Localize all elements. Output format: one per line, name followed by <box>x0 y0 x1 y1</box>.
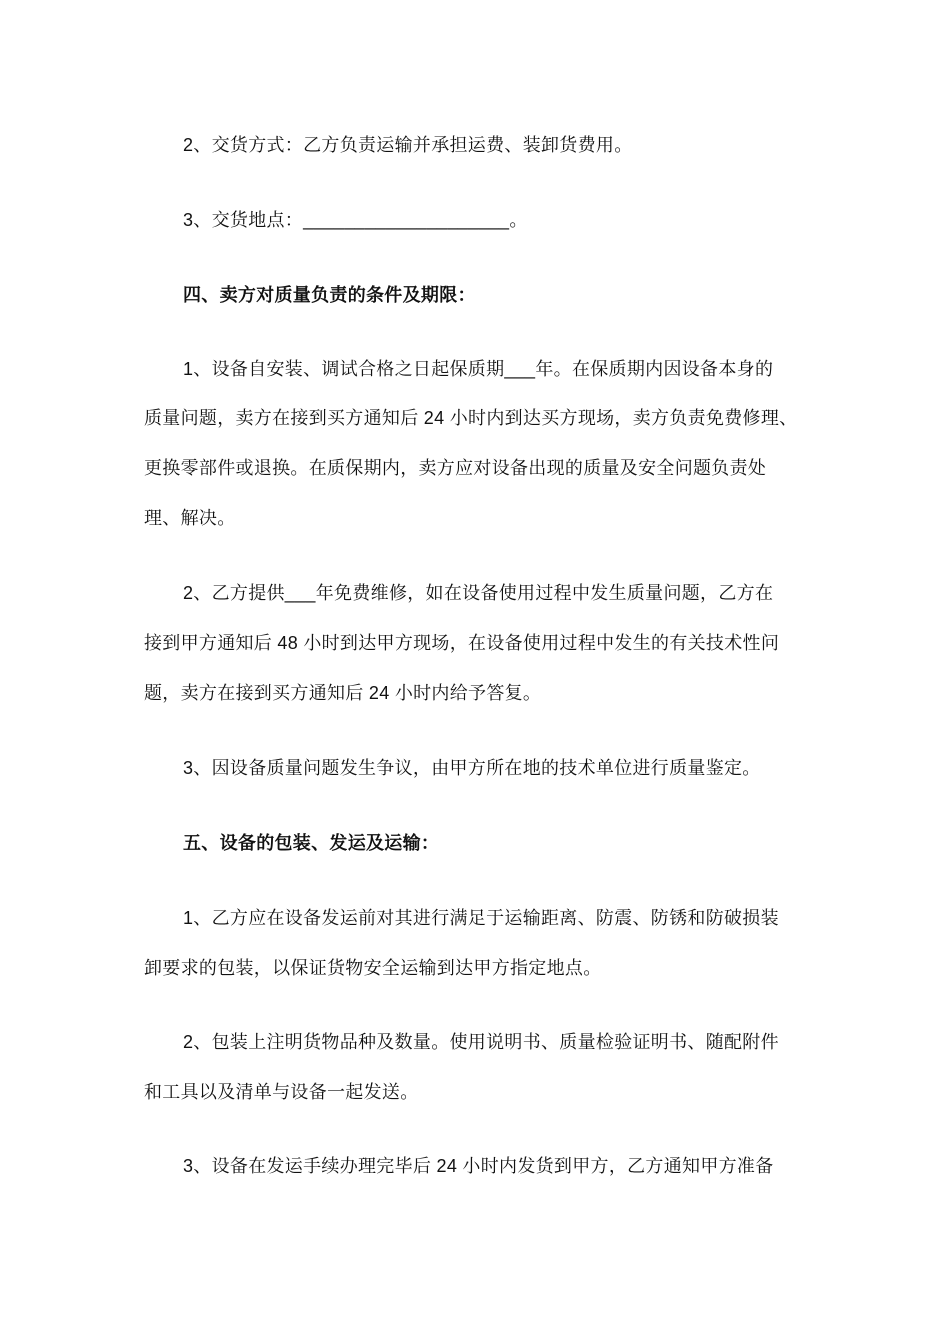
clause-4-1-line-1: 1、设备自安装、调试合格之日起保质期___年。在保质期内因设备本身的 <box>183 359 774 379</box>
section-4-heading: 四、卖方对质量负责的条件及期限： <box>183 285 476 305</box>
clause-3-3-delivery-location: 3、交货地点：____________________。 <box>183 210 528 230</box>
clause-4-3: 3、因设备质量问题发生争议，由甲方所在地的技术单位进行质量鉴定。 <box>183 758 761 778</box>
clause-4-2-line-1: 2、乙方提供___年免费维修，如在设备使用过程中发生质量问题，乙方在 <box>183 583 774 603</box>
section-5-heading: 五、设备的包装、发运及运输： <box>183 833 440 853</box>
clause-4-1-line-2: 质量问题，卖方在接到买方通知后 24 小时内到达买方现场，卖方负责免费修理、 <box>144 408 798 428</box>
clause-5-2-line-1: 2、包装上注明货物品种及数量。使用说明书、质量检验证明书、随配附件 <box>183 1032 779 1052</box>
clause-5-3-line-1: 3、设备在发运手续办理完毕后 24 小时内发货到甲方，乙方通知甲方准备 <box>183 1156 774 1176</box>
clause-4-2-line-3: 题，卖方在接到买方通知后 24 小时内给予答复。 <box>144 683 542 703</box>
clause-5-1-line-1: 1、乙方应在设备发运前对其进行满足于运输距离、防震、防锈和防破损装 <box>183 908 779 928</box>
clause-3-2-delivery-method: 2、交货方式：乙方负责运输并承担运费、装卸货费用。 <box>183 135 633 155</box>
clause-5-1-line-2: 卸要求的包装，以保证货物安全运输到达甲方指定地点。 <box>144 958 602 978</box>
clause-4-2-line-2: 接到甲方通知后 48 小时到达甲方现场，在设备使用过程中发生的有关技术性问 <box>144 633 780 653</box>
clause-5-2-line-2: 和工具以及清单与设备一起发送。 <box>144 1082 419 1102</box>
clause-4-1-line-4: 理、解决。 <box>144 508 236 528</box>
clause-4-1-line-3: 更换零部件或退换。在质保期内，卖方应对设备出现的质量及安全问题负责处 <box>144 458 767 478</box>
